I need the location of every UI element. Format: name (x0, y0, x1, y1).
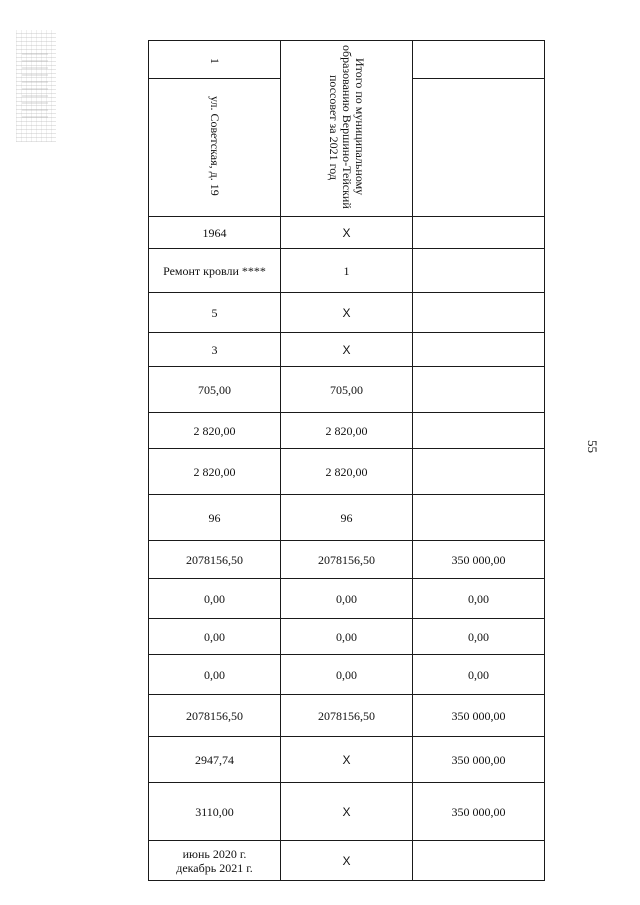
table-row (149, 293, 545, 333)
header-col-3-body (413, 79, 545, 217)
table-cell: X (281, 217, 413, 249)
table-cell (413, 367, 545, 413)
table-cell: 1964 (149, 217, 281, 249)
table-row (149, 579, 545, 619)
table-row (149, 619, 545, 655)
table-cell (413, 495, 545, 541)
table-row (149, 783, 545, 841)
table-row (149, 333, 545, 367)
data-table (148, 40, 545, 881)
table-header-row (149, 41, 545, 79)
table-cell: X (281, 841, 413, 881)
table-cell (413, 449, 545, 495)
table-cell (413, 249, 545, 293)
table-cell: 2078156,50 (149, 695, 281, 737)
stamp-mark (16, 30, 56, 142)
table-cell: 0,00 (413, 579, 545, 619)
table-cell: 350 000,00 (413, 783, 545, 841)
table-cell: 350 000,00 (413, 541, 545, 579)
table-cell: 5 (149, 293, 281, 333)
table-cell: X (281, 737, 413, 783)
table-cell: 705,00 (281, 367, 413, 413)
table-cell: 3110,00 (149, 783, 281, 841)
table-cell: 2 820,00 (149, 413, 281, 449)
table-row (149, 737, 545, 783)
header-total-label: Итого по муниципальному образованию Вершино-Тейский поссовет за 2021 год (281, 41, 413, 217)
address-cell: ул. Советская, д. 19 (149, 79, 281, 217)
table-cell: 2947,74 (149, 737, 281, 783)
table-row (149, 413, 545, 449)
period-end: декабрь 2021 г. (176, 860, 253, 875)
table-cell (413, 217, 545, 249)
table-cell: X (281, 333, 413, 367)
table-cell (413, 841, 545, 881)
table-row (149, 449, 545, 495)
table-cell: 2 820,00 (281, 449, 413, 495)
table-cell (413, 293, 545, 333)
table-cell: 350 000,00 (413, 737, 545, 783)
table-cell: 350 000,00 (413, 695, 545, 737)
table-cell: 2 820,00 (281, 413, 413, 449)
table-cell: 96 (149, 495, 281, 541)
table-cell: 0,00 (149, 619, 281, 655)
table-cell: 2078156,50 (281, 541, 413, 579)
table-cell (413, 333, 545, 367)
table-cell: 0,00 (413, 655, 545, 695)
header-col-3 (413, 41, 545, 79)
table-cell: 0,00 (281, 619, 413, 655)
table-row (149, 495, 545, 541)
table-row (149, 841, 545, 881)
table-cell: 705,00 (149, 367, 281, 413)
page-number: 55 (585, 440, 600, 453)
table-cell: 0,00 (281, 655, 413, 695)
table-cell: 0,00 (281, 579, 413, 619)
table-cell: 1 (281, 249, 413, 293)
period-start: июнь 2020 г. (182, 846, 247, 861)
table-cell: 0,00 (149, 579, 281, 619)
table-cell: X (281, 783, 413, 841)
table-row (149, 541, 545, 579)
table-cell (149, 841, 281, 881)
table-cell: 3 (149, 333, 281, 367)
table-row (149, 217, 545, 249)
table-cell: 2078156,50 (149, 541, 281, 579)
table-cell: Ремонт кровли **** (149, 249, 281, 293)
table-row (149, 367, 545, 413)
table-cell: 0,00 (413, 619, 545, 655)
table-row (149, 695, 545, 737)
table-cell: 2 820,00 (149, 449, 281, 495)
table-row (149, 249, 545, 293)
table-cell (413, 413, 545, 449)
table-row (149, 655, 545, 695)
table-cell: 96 (281, 495, 413, 541)
header-col-1: 1 (149, 41, 281, 79)
table-cell: X (281, 293, 413, 333)
table-cell: 2078156,50 (281, 695, 413, 737)
table-cell: 0,00 (149, 655, 281, 695)
